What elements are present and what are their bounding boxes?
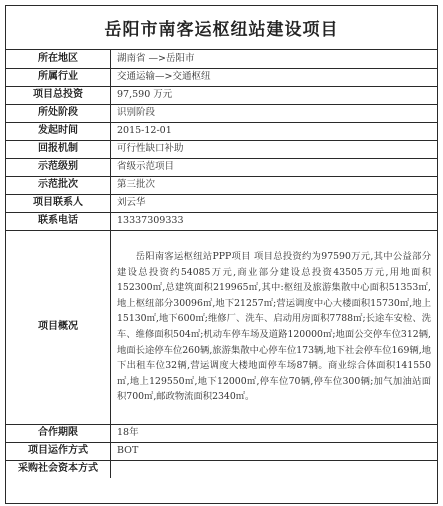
phone-label: 联系电话 [6,212,111,230]
return-mechanism-label: 回报机制 [6,140,111,158]
industry-label: 所属行业 [6,68,111,86]
start-date-label: 发起时间 [6,122,111,140]
contact-person-label: 项目联系人 [6,194,111,212]
region-value: 湖南省 —>岳阳市 [111,50,438,68]
cooperation-term-value: 18年 [111,424,438,442]
table-row [6,176,437,194]
table-row [6,68,437,86]
table-row [6,230,437,424]
stage-value: 识别阶段 [111,104,438,122]
operation-mode-value: BOT [111,442,438,460]
total-investment-label: 项目总投资 [6,86,111,104]
procurement-method-label: 采购社会资本方式 [6,460,111,478]
table-row [6,122,437,140]
demo-level-label: 示范级别 [6,158,111,176]
procurement-method-value [111,460,438,478]
table-row [6,194,437,212]
project-info-sheet [5,5,438,504]
table-row [6,50,437,68]
table-row [6,140,437,158]
total-investment-value: 97,590 万元 [111,86,438,104]
overview-cell [111,230,438,424]
page-title: 岳阳市南客运枢纽站建设项目 [6,6,437,50]
table-row [6,86,437,104]
demo-batch-label: 示范批次 [6,176,111,194]
table-row [6,158,437,176]
operation-mode-label: 项目运作方式 [6,442,111,460]
cooperation-term-label: 合作期限 [6,424,111,442]
table-row [6,424,437,442]
overview-label: 项目概况 [6,230,111,424]
project-info-table [6,50,437,478]
demo-level-value: 省级示范项目 [111,158,438,176]
region-label: 所在地区 [6,50,111,68]
demo-batch-value: 第三批次 [111,176,438,194]
contact-person-value: 刘云华 [111,194,438,212]
table-row [6,104,437,122]
table-row [6,212,437,230]
overview-text: 岳阳南客运枢纽站PPP项目 项目总投资约为97590万元,其中公益部分建设总投资约54085万元,商业部分建设总投资43505万元,用地面积152300㎡,总建筑面积219965㎡,其中:枢纽及旅游集散中心面积51353㎡,地上枢纽部分30096㎡,地下21257㎡;营运调度中心大楼面积15730㎡,地上15130㎡,地下600㎡;维修厂、洗车、启动用房面积7788㎡;长途车安检、洗车、维修面积504㎡;机动车停车场及道路120000㎡;地面公交停车位312辆,地面长途停车位260辆,旅游集散中心停车位173辆,地下社会停车位169辆,地下出租车位32辆,营运调度大楼地面停车场87辆。商业综合体面积141550㎡,地上129550㎡,地下12000㎡,停车位70辆,停车位300辆;加气加油站面积700㎡,邮政物流面积2340㎡。 [117,251,431,403]
start-date-value: 2015-12-01 [111,122,438,140]
industry-value: 交通运输—>交通枢纽 [111,68,438,86]
table-row [6,460,437,478]
return-mechanism-value: 可行性缺口补助 [111,140,438,158]
phone-value: 13337309333 [111,212,438,230]
table-row [6,442,437,460]
stage-label: 所处阶段 [6,104,111,122]
